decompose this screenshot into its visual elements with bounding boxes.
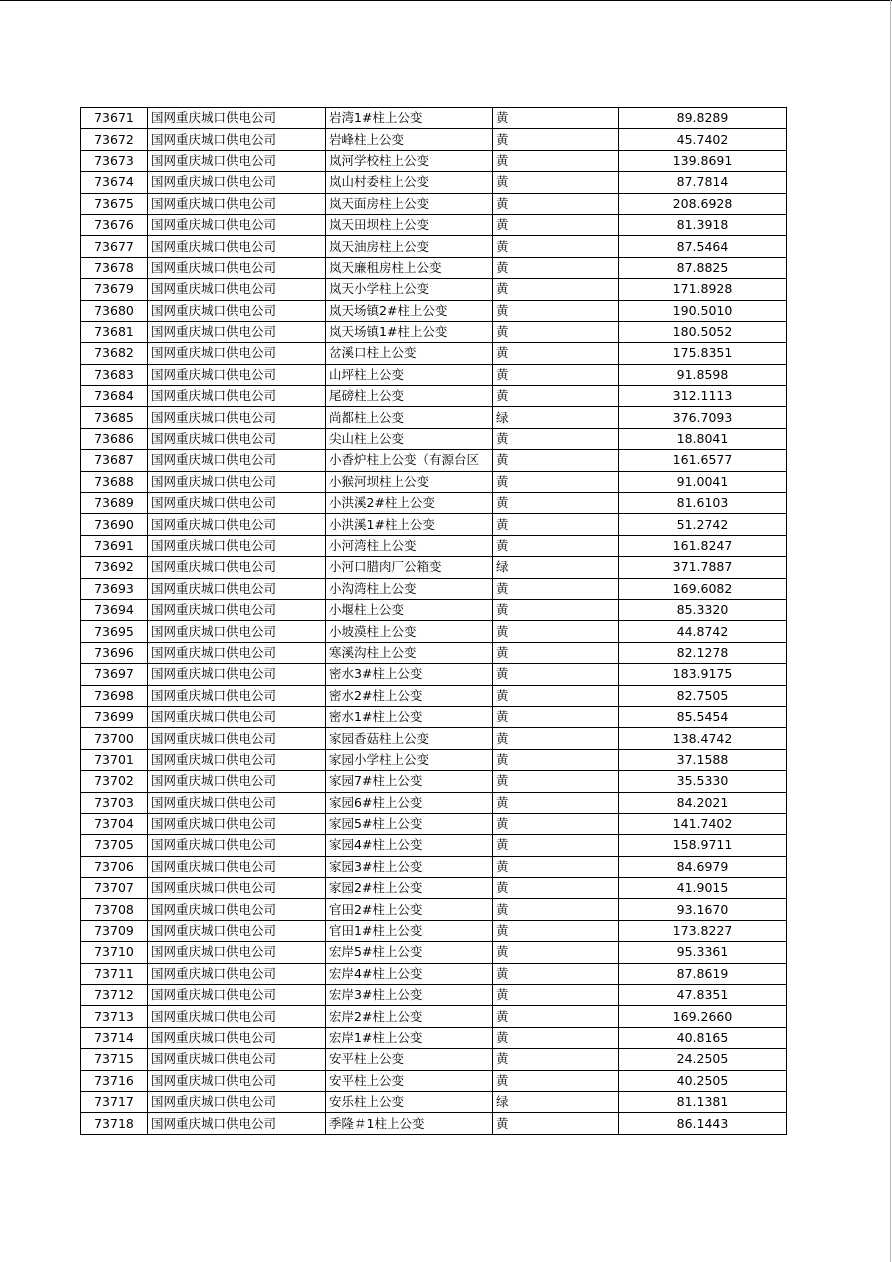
company-cell: 国网重庆城口供电公司 bbox=[148, 471, 326, 492]
load-value-cell: 169.6082 bbox=[619, 578, 787, 599]
load-value-cell: 82.1278 bbox=[619, 642, 787, 663]
table-row bbox=[81, 621, 787, 642]
transformer-name-cell: 家园7#柱上公变 bbox=[326, 771, 493, 792]
load-value-cell: 37.1588 bbox=[619, 749, 787, 770]
company-cell: 国网重庆城口供电公司 bbox=[148, 193, 326, 214]
load-value-cell: 24.2505 bbox=[619, 1049, 787, 1070]
table-row bbox=[81, 236, 787, 257]
status-level-cell: 黄 bbox=[493, 450, 619, 471]
company-cell: 国网重庆城口供电公司 bbox=[148, 685, 326, 706]
status-level-cell: 黄 bbox=[493, 664, 619, 685]
load-value-cell: 41.9015 bbox=[619, 878, 787, 899]
row-id-cell: 73690 bbox=[81, 514, 148, 535]
table-row bbox=[81, 920, 787, 941]
row-id-cell: 73675 bbox=[81, 193, 148, 214]
table-row bbox=[81, 514, 787, 535]
load-value-cell: 208.6928 bbox=[619, 193, 787, 214]
transformer-name-cell: 小洪溪2#柱上公变 bbox=[326, 493, 493, 514]
transformer-name-cell: 家园4#柱上公变 bbox=[326, 835, 493, 856]
load-value-cell: 158.9711 bbox=[619, 835, 787, 856]
status-level-cell: 黄 bbox=[493, 108, 619, 129]
row-id-cell: 73687 bbox=[81, 450, 148, 471]
table-row bbox=[81, 343, 787, 364]
table-row bbox=[81, 321, 787, 342]
table-row bbox=[81, 193, 787, 214]
table-row bbox=[81, 942, 787, 963]
load-value-cell: 138.4742 bbox=[619, 728, 787, 749]
status-level-cell: 黄 bbox=[493, 493, 619, 514]
status-level-cell: 黄 bbox=[493, 343, 619, 364]
row-id-cell: 73689 bbox=[81, 493, 148, 514]
table-row bbox=[81, 214, 787, 235]
transformer-name-cell: 密水1#柱上公变 bbox=[326, 706, 493, 727]
status-level-cell: 黄 bbox=[493, 878, 619, 899]
transformer-name-cell: 岚河学校柱上公变 bbox=[326, 150, 493, 171]
table-row bbox=[81, 813, 787, 834]
row-id-cell: 73676 bbox=[81, 214, 148, 235]
status-level-cell: 黄 bbox=[493, 578, 619, 599]
table-row bbox=[81, 557, 787, 578]
company-cell: 国网重庆城口供电公司 bbox=[148, 450, 326, 471]
row-id-cell: 73696 bbox=[81, 642, 148, 663]
status-level-cell: 黄 bbox=[493, 1027, 619, 1048]
table-row bbox=[81, 578, 787, 599]
company-cell: 国网重庆城口供电公司 bbox=[148, 599, 326, 620]
row-id-cell: 73682 bbox=[81, 343, 148, 364]
row-id-cell: 73716 bbox=[81, 1070, 148, 1091]
transformer-name-cell: 小沟湾柱上公变 bbox=[326, 578, 493, 599]
status-level-cell: 黄 bbox=[493, 728, 619, 749]
load-value-cell: 45.7402 bbox=[619, 129, 787, 150]
load-value-cell: 87.7814 bbox=[619, 172, 787, 193]
company-cell: 国网重庆城口供电公司 bbox=[148, 578, 326, 599]
company-cell: 国网重庆城口供电公司 bbox=[148, 214, 326, 235]
transformer-name-cell: 家园香菇柱上公变 bbox=[326, 728, 493, 749]
load-value-cell: 87.8619 bbox=[619, 963, 787, 984]
load-value-cell: 139.8691 bbox=[619, 150, 787, 171]
transformer-name-cell: 岚天面房柱上公变 bbox=[326, 193, 493, 214]
company-cell: 国网重庆城口供电公司 bbox=[148, 899, 326, 920]
transformer-name-cell: 小河湾柱上公变 bbox=[326, 535, 493, 556]
transformer-name-cell: 小洪溪1#柱上公变 bbox=[326, 514, 493, 535]
table-row bbox=[81, 685, 787, 706]
transformer-name-cell: 小坡漠柱上公变 bbox=[326, 621, 493, 642]
status-level-cell: 黄 bbox=[493, 129, 619, 150]
load-value-cell: 376.7093 bbox=[619, 407, 787, 428]
row-id-cell: 73678 bbox=[81, 257, 148, 278]
transformer-name-cell: 宏岸5#柱上公变 bbox=[326, 942, 493, 963]
table-row bbox=[81, 257, 787, 278]
transformer-name-cell: 岚山村委柱上公变 bbox=[326, 172, 493, 193]
status-level-cell: 黄 bbox=[493, 514, 619, 535]
status-level-cell: 黄 bbox=[493, 642, 619, 663]
transformer-name-cell: 岚天廉租房柱上公变 bbox=[326, 257, 493, 278]
row-id-cell: 73683 bbox=[81, 364, 148, 385]
transformer-name-cell: 小河口腊肉厂公箱变 bbox=[326, 557, 493, 578]
company-cell: 国网重庆城口供电公司 bbox=[148, 963, 326, 984]
status-level-cell: 黄 bbox=[493, 599, 619, 620]
page-top-border bbox=[0, 0, 892, 1]
company-cell: 国网重庆城口供电公司 bbox=[148, 942, 326, 963]
row-id-cell: 73708 bbox=[81, 899, 148, 920]
company-cell: 国网重庆城口供电公司 bbox=[148, 1049, 326, 1070]
company-cell: 国网重庆城口供电公司 bbox=[148, 150, 326, 171]
company-cell: 国网重庆城口供电公司 bbox=[148, 1070, 326, 1091]
status-level-cell: 黄 bbox=[493, 1006, 619, 1027]
row-id-cell: 73698 bbox=[81, 685, 148, 706]
company-cell: 国网重庆城口供电公司 bbox=[148, 514, 326, 535]
status-level-cell: 黄 bbox=[493, 621, 619, 642]
transformer-name-cell: 家园2#柱上公变 bbox=[326, 878, 493, 899]
company-cell: 国网重庆城口供电公司 bbox=[148, 343, 326, 364]
table-row bbox=[81, 878, 787, 899]
company-cell: 国网重庆城口供电公司 bbox=[148, 1113, 326, 1134]
table-row bbox=[81, 835, 787, 856]
load-value-cell: 84.2021 bbox=[619, 792, 787, 813]
transformer-name-cell: 官田2#柱上公变 bbox=[326, 899, 493, 920]
company-cell: 国网重庆城口供电公司 bbox=[148, 300, 326, 321]
transformer-load-table bbox=[80, 107, 787, 1135]
row-id-cell: 73705 bbox=[81, 835, 148, 856]
table-row bbox=[81, 664, 787, 685]
status-level-cell: 黄 bbox=[493, 193, 619, 214]
transformer-name-cell: 山坪柱上公变 bbox=[326, 364, 493, 385]
load-value-cell: 91.0041 bbox=[619, 471, 787, 492]
status-level-cell: 黄 bbox=[493, 813, 619, 834]
table-row bbox=[81, 792, 787, 813]
company-cell: 国网重庆城口供电公司 bbox=[148, 878, 326, 899]
status-level-cell: 黄 bbox=[493, 300, 619, 321]
status-level-cell: 黄 bbox=[493, 471, 619, 492]
table-row bbox=[81, 599, 787, 620]
company-cell: 国网重庆城口供电公司 bbox=[148, 321, 326, 342]
status-level-cell: 黄 bbox=[493, 236, 619, 257]
table-row bbox=[81, 1091, 787, 1112]
table-row bbox=[81, 1027, 787, 1048]
status-level-cell: 黄 bbox=[493, 771, 619, 792]
table-row bbox=[81, 642, 787, 663]
status-level-cell: 黄 bbox=[493, 172, 619, 193]
status-level-cell: 黄 bbox=[493, 749, 619, 770]
load-value-cell: 161.8247 bbox=[619, 535, 787, 556]
status-level-cell: 绿 bbox=[493, 557, 619, 578]
status-level-cell: 黄 bbox=[493, 279, 619, 300]
load-value-cell: 173.8227 bbox=[619, 920, 787, 941]
row-id-cell: 73681 bbox=[81, 321, 148, 342]
table-row bbox=[81, 407, 787, 428]
transformer-name-cell: 尚都柱上公变 bbox=[326, 407, 493, 428]
load-value-cell: 371.7887 bbox=[619, 557, 787, 578]
table-row bbox=[81, 364, 787, 385]
row-id-cell: 73697 bbox=[81, 664, 148, 685]
transformer-name-cell: 岔溪口柱上公变 bbox=[326, 343, 493, 364]
status-level-cell: 黄 bbox=[493, 1049, 619, 1070]
company-cell: 国网重庆城口供电公司 bbox=[148, 557, 326, 578]
load-value-cell: 175.8351 bbox=[619, 343, 787, 364]
company-cell: 国网重庆城口供电公司 bbox=[148, 985, 326, 1006]
transformer-name-cell: 岚天小学柱上公变 bbox=[326, 279, 493, 300]
load-value-cell: 190.5010 bbox=[619, 300, 787, 321]
row-id-cell: 73707 bbox=[81, 878, 148, 899]
table-row bbox=[81, 386, 787, 407]
transformer-name-cell: 岚天田坝柱上公变 bbox=[326, 214, 493, 235]
status-level-cell: 黄 bbox=[493, 386, 619, 407]
load-value-cell: 84.6979 bbox=[619, 856, 787, 877]
load-value-cell: 161.6577 bbox=[619, 450, 787, 471]
row-id-cell: 73714 bbox=[81, 1027, 148, 1048]
table-row bbox=[81, 728, 787, 749]
table-row bbox=[81, 706, 787, 727]
status-level-cell: 黄 bbox=[493, 792, 619, 813]
company-cell: 国网重庆城口供电公司 bbox=[148, 1091, 326, 1112]
company-cell: 国网重庆城口供电公司 bbox=[148, 108, 326, 129]
row-id-cell: 73713 bbox=[81, 1006, 148, 1027]
transformer-name-cell: 宏岸1#柱上公变 bbox=[326, 1027, 493, 1048]
row-id-cell: 73671 bbox=[81, 108, 148, 129]
load-value-cell: 40.2505 bbox=[619, 1070, 787, 1091]
status-level-cell: 黄 bbox=[493, 985, 619, 1006]
load-value-cell: 169.2660 bbox=[619, 1006, 787, 1027]
transformer-name-cell: 密水2#柱上公变 bbox=[326, 685, 493, 706]
table-row bbox=[81, 172, 787, 193]
transformer-name-cell: 家园6#柱上公变 bbox=[326, 792, 493, 813]
table-row bbox=[81, 856, 787, 877]
row-id-cell: 73673 bbox=[81, 150, 148, 171]
status-level-cell: 黄 bbox=[493, 1113, 619, 1134]
status-level-cell: 黄 bbox=[493, 963, 619, 984]
company-cell: 国网重庆城口供电公司 bbox=[148, 1027, 326, 1048]
transformer-name-cell: 宏岸3#柱上公变 bbox=[326, 985, 493, 1006]
status-level-cell: 黄 bbox=[493, 1070, 619, 1091]
table-row bbox=[81, 1113, 787, 1134]
row-id-cell: 73692 bbox=[81, 557, 148, 578]
transformer-name-cell: 寒溪沟柱上公变 bbox=[326, 642, 493, 663]
company-cell: 国网重庆城口供电公司 bbox=[148, 792, 326, 813]
load-value-cell: 87.8825 bbox=[619, 257, 787, 278]
load-value-cell: 35.5330 bbox=[619, 771, 787, 792]
row-id-cell: 73718 bbox=[81, 1113, 148, 1134]
transformer-name-cell: 密水3#柱上公变 bbox=[326, 664, 493, 685]
row-id-cell: 73680 bbox=[81, 300, 148, 321]
company-cell: 国网重庆城口供电公司 bbox=[148, 813, 326, 834]
row-id-cell: 73694 bbox=[81, 599, 148, 620]
transformer-name-cell: 岚天油房柱上公变 bbox=[326, 236, 493, 257]
status-level-cell: 黄 bbox=[493, 535, 619, 556]
load-value-cell: 85.3320 bbox=[619, 599, 787, 620]
status-level-cell: 黄 bbox=[493, 835, 619, 856]
status-level-cell: 黄 bbox=[493, 856, 619, 877]
transformer-name-cell: 小堰柱上公变 bbox=[326, 599, 493, 620]
page-right-edge bbox=[890, 0, 891, 1262]
load-value-cell: 95.3361 bbox=[619, 942, 787, 963]
table-row bbox=[81, 300, 787, 321]
row-id-cell: 73709 bbox=[81, 920, 148, 941]
load-value-cell: 180.5052 bbox=[619, 321, 787, 342]
transformer-name-cell: 官田1#柱上公变 bbox=[326, 920, 493, 941]
transformer-name-cell: 家园小学柱上公变 bbox=[326, 749, 493, 770]
load-value-cell: 81.1381 bbox=[619, 1091, 787, 1112]
table-row bbox=[81, 108, 787, 129]
status-level-cell: 黄 bbox=[493, 257, 619, 278]
status-level-cell: 黄 bbox=[493, 321, 619, 342]
company-cell: 国网重庆城口供电公司 bbox=[148, 664, 326, 685]
company-cell: 国网重庆城口供电公司 bbox=[148, 1006, 326, 1027]
load-value-cell: 141.7402 bbox=[619, 813, 787, 834]
status-level-cell: 黄 bbox=[493, 706, 619, 727]
company-cell: 国网重庆城口供电公司 bbox=[148, 856, 326, 877]
transformer-name-cell: 家园5#柱上公变 bbox=[326, 813, 493, 834]
status-level-cell: 黄 bbox=[493, 920, 619, 941]
row-id-cell: 73684 bbox=[81, 386, 148, 407]
table-row bbox=[81, 150, 787, 171]
table-row bbox=[81, 535, 787, 556]
load-value-cell: 85.5454 bbox=[619, 706, 787, 727]
table-row bbox=[81, 493, 787, 514]
table-row bbox=[81, 899, 787, 920]
table-row bbox=[81, 1006, 787, 1027]
transformer-name-cell: 小猴河坝柱上公变 bbox=[326, 471, 493, 492]
status-level-cell: 黄 bbox=[493, 428, 619, 449]
table-row bbox=[81, 428, 787, 449]
table-row bbox=[81, 450, 787, 471]
row-id-cell: 73688 bbox=[81, 471, 148, 492]
company-cell: 国网重庆城口供电公司 bbox=[148, 428, 326, 449]
load-value-cell: 82.7505 bbox=[619, 685, 787, 706]
transformer-name-cell: 尾磅柱上公变 bbox=[326, 386, 493, 407]
status-level-cell: 黄 bbox=[493, 214, 619, 235]
status-level-cell: 黄 bbox=[493, 942, 619, 963]
row-id-cell: 73712 bbox=[81, 985, 148, 1006]
company-cell: 国网重庆城口供电公司 bbox=[148, 728, 326, 749]
table-row bbox=[81, 1049, 787, 1070]
load-value-cell: 51.2742 bbox=[619, 514, 787, 535]
row-id-cell: 73702 bbox=[81, 771, 148, 792]
load-value-cell: 312.1113 bbox=[619, 386, 787, 407]
load-value-cell: 93.1670 bbox=[619, 899, 787, 920]
table-row bbox=[81, 771, 787, 792]
load-value-cell: 87.5464 bbox=[619, 236, 787, 257]
company-cell: 国网重庆城口供电公司 bbox=[148, 749, 326, 770]
load-value-cell: 81.3918 bbox=[619, 214, 787, 235]
transformer-name-cell: 宏岸2#柱上公变 bbox=[326, 1006, 493, 1027]
load-value-cell: 44.8742 bbox=[619, 621, 787, 642]
load-value-cell: 47.8351 bbox=[619, 985, 787, 1006]
load-value-cell: 40.8165 bbox=[619, 1027, 787, 1048]
status-level-cell: 绿 bbox=[493, 1091, 619, 1112]
row-id-cell: 73672 bbox=[81, 129, 148, 150]
company-cell: 国网重庆城口供电公司 bbox=[148, 920, 326, 941]
transformer-name-cell: 家园3#柱上公变 bbox=[326, 856, 493, 877]
row-id-cell: 73686 bbox=[81, 428, 148, 449]
company-cell: 国网重庆城口供电公司 bbox=[148, 129, 326, 150]
table-row bbox=[81, 963, 787, 984]
transformer-name-cell: 安平柱上公变 bbox=[326, 1070, 493, 1091]
table-row bbox=[81, 749, 787, 770]
row-id-cell: 73695 bbox=[81, 621, 148, 642]
status-level-cell: 绿 bbox=[493, 407, 619, 428]
company-cell: 国网重庆城口供电公司 bbox=[148, 279, 326, 300]
status-level-cell: 黄 bbox=[493, 899, 619, 920]
company-cell: 国网重庆城口供电公司 bbox=[148, 407, 326, 428]
transformer-name-cell: 宏岸4#柱上公变 bbox=[326, 963, 493, 984]
table-row bbox=[81, 471, 787, 492]
row-id-cell: 73677 bbox=[81, 236, 148, 257]
company-cell: 国网重庆城口供电公司 bbox=[148, 236, 326, 257]
row-id-cell: 73693 bbox=[81, 578, 148, 599]
row-id-cell: 73685 bbox=[81, 407, 148, 428]
status-level-cell: 黄 bbox=[493, 364, 619, 385]
row-id-cell: 73717 bbox=[81, 1091, 148, 1112]
table-row bbox=[81, 279, 787, 300]
company-cell: 国网重庆城口供电公司 bbox=[148, 493, 326, 514]
row-id-cell: 73703 bbox=[81, 792, 148, 813]
table-row bbox=[81, 1070, 787, 1091]
company-cell: 国网重庆城口供电公司 bbox=[148, 364, 326, 385]
status-level-cell: 黄 bbox=[493, 685, 619, 706]
load-value-cell: 89.8289 bbox=[619, 108, 787, 129]
company-cell: 国网重庆城口供电公司 bbox=[148, 835, 326, 856]
transformer-name-cell: 岚天场镇2#柱上公变 bbox=[326, 300, 493, 321]
row-id-cell: 73715 bbox=[81, 1049, 148, 1070]
transformer-name-cell: 岩湾1#柱上公变 bbox=[326, 108, 493, 129]
row-id-cell: 73711 bbox=[81, 963, 148, 984]
company-cell: 国网重庆城口供电公司 bbox=[148, 172, 326, 193]
status-level-cell: 黄 bbox=[493, 150, 619, 171]
company-cell: 国网重庆城口供电公司 bbox=[148, 535, 326, 556]
company-cell: 国网重庆城口供电公司 bbox=[148, 257, 326, 278]
company-cell: 国网重庆城口供电公司 bbox=[148, 771, 326, 792]
transformer-name-cell: 季隆＃1柱上公变 bbox=[326, 1113, 493, 1134]
load-value-cell: 171.8928 bbox=[619, 279, 787, 300]
load-value-cell: 86.1443 bbox=[619, 1113, 787, 1134]
transformer-name-cell: 岩峰柱上公变 bbox=[326, 129, 493, 150]
load-value-cell: 18.8041 bbox=[619, 428, 787, 449]
row-id-cell: 73700 bbox=[81, 728, 148, 749]
load-value-cell: 91.8598 bbox=[619, 364, 787, 385]
transformer-name-cell: 岚天场镇1#柱上公变 bbox=[326, 321, 493, 342]
transformer-name-cell: 尖山柱上公变 bbox=[326, 428, 493, 449]
transformer-name-cell: 小香炉柱上公变（有源台区 bbox=[326, 450, 493, 471]
company-cell: 国网重庆城口供电公司 bbox=[148, 642, 326, 663]
table-body bbox=[81, 108, 787, 1135]
load-value-cell: 81.6103 bbox=[619, 493, 787, 514]
row-id-cell: 73710 bbox=[81, 942, 148, 963]
company-cell: 国网重庆城口供电公司 bbox=[148, 621, 326, 642]
table-row bbox=[81, 129, 787, 150]
row-id-cell: 73704 bbox=[81, 813, 148, 834]
row-id-cell: 73706 bbox=[81, 856, 148, 877]
company-cell: 国网重庆城口供电公司 bbox=[148, 386, 326, 407]
row-id-cell: 73699 bbox=[81, 706, 148, 727]
row-id-cell: 73691 bbox=[81, 535, 148, 556]
row-id-cell: 73701 bbox=[81, 749, 148, 770]
table-row bbox=[81, 985, 787, 1006]
row-id-cell: 73679 bbox=[81, 279, 148, 300]
transformer-name-cell: 安乐柱上公变 bbox=[326, 1091, 493, 1112]
transformer-name-cell: 安平柱上公变 bbox=[326, 1049, 493, 1070]
row-id-cell: 73674 bbox=[81, 172, 148, 193]
load-value-cell: 183.9175 bbox=[619, 664, 787, 685]
company-cell: 国网重庆城口供电公司 bbox=[148, 706, 326, 727]
